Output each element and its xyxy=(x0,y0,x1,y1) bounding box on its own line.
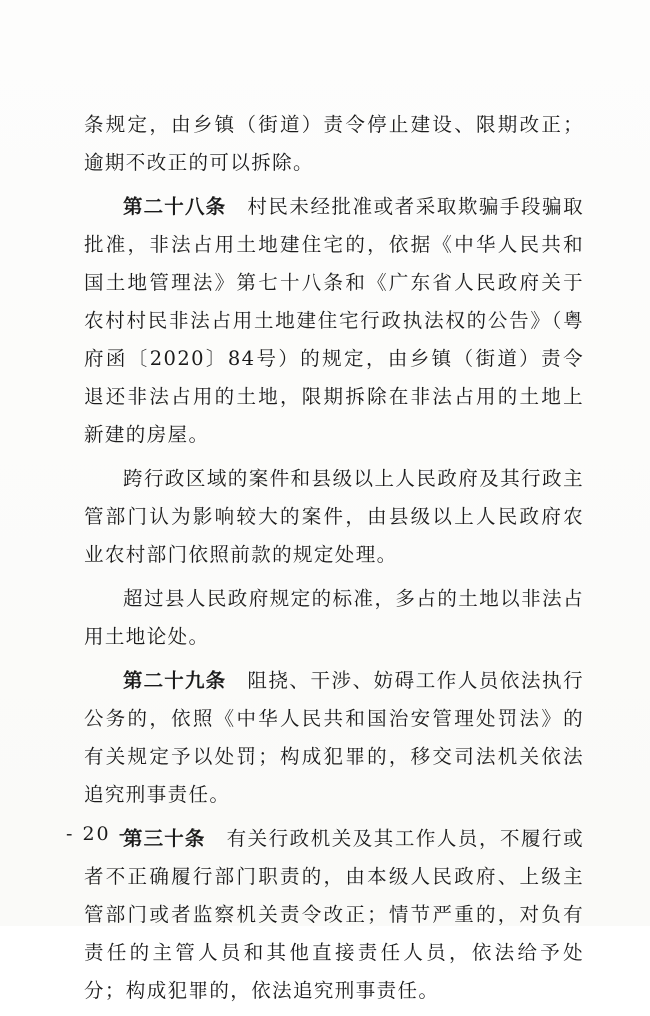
paragraph-6 xyxy=(84,820,584,1010)
document-body xyxy=(84,106,584,1016)
paragraph-4 xyxy=(84,580,584,656)
paragraph-text: 超过县人民政府规定的标准，多占的土地以非法占用土地论处。 xyxy=(84,587,584,648)
paragraph-text: 阻挠、干涉、妨碍工作人员依法执行公务的，依照《中华人民共和国治安管理处罚法》的有关规定予以处罚；构成犯罪的，移交司法机关依法追究刑事责任。 xyxy=(84,669,584,806)
paragraph-text: 村民未经批准或者采取欺骗手段骗取批准，非法占用土地建住宅的，依据《中华人民共和国土地管理法》第七十八条和《广东省人民政府关于农村村民非法占用土地建住宅行政执法权的公告》（粤府函〔2020〕84号）的规定，由乡镇（街道）责令退还非法占用的土地，限期拆除在非法占用的土地上新建的房屋。 xyxy=(84,195,584,446)
paragraph-text: 条规定，由乡镇（街道）责令停止建设、限期改正；逾期不改正的可以拆除。 xyxy=(84,113,584,174)
article-heading: 第二十八条 xyxy=(123,195,227,218)
paragraph-text: 跨行政区域的案件和县级以上人民政府及其行政主管部门认为影响较大的案件，由县级以上人民政府农业农村部门依照前款的规定处理。 xyxy=(84,467,584,566)
paragraph-2 xyxy=(84,188,584,454)
article-heading: 第三十条 xyxy=(123,827,206,850)
paragraph-3 xyxy=(84,460,584,574)
article-heading: 第二十九条 xyxy=(123,669,227,692)
paragraph-text: 有关行政机关及其工作人员，不履行或者不正确履行部门职责的，由本级人民政府、上级主管部门或者监察机关责令改正；情节严重的，对负有责任的主管人员和其他直接责任人员，依法给予处分；构成犯罪的，依法追究刑事责任。 xyxy=(84,827,584,1002)
paragraph-5 xyxy=(84,662,584,814)
paragraph-1 xyxy=(84,106,584,182)
page-number: - 20 - xyxy=(66,823,128,845)
